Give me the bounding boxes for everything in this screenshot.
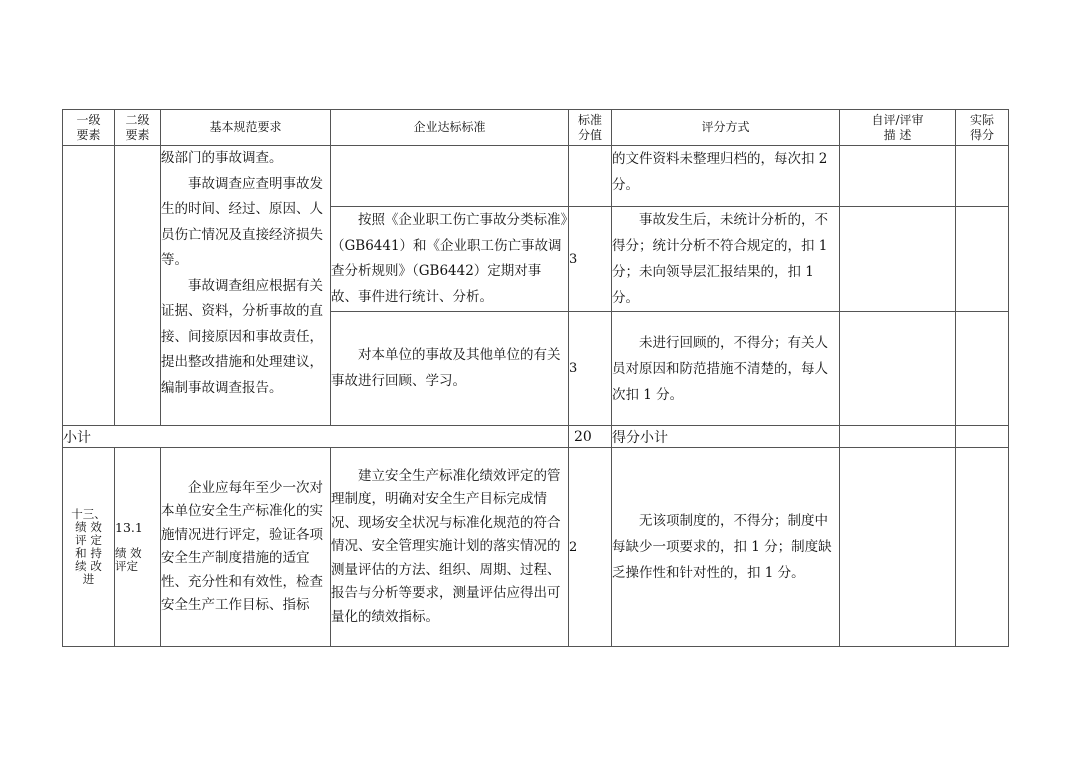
header-level2: 二级 要素 (115, 110, 161, 146)
subtotal-row (63, 426, 1009, 448)
actual-score-cell (956, 146, 1009, 207)
level2-element (115, 448, 161, 647)
actual-score-cell (956, 448, 1009, 647)
standard-cell (331, 146, 569, 207)
header-level1: 一级 要素 (63, 110, 115, 146)
actual-score-cell (956, 426, 1009, 448)
self-eval-cell (840, 207, 956, 312)
header-score: 标准 分值 (569, 110, 612, 146)
score-cell (569, 146, 612, 207)
subtotal-label: 小计 (63, 426, 569, 448)
level2-cell-empty (115, 146, 161, 426)
score-cell: 3 (569, 207, 612, 312)
method-cell: 无该项制度的，不得分；制度中每缺少一项要求的，扣 1 分；制度缺乏操作性和针对性的，扣 1 分。 (612, 448, 840, 647)
header-row (63, 110, 1009, 146)
self-eval-cell (840, 312, 956, 426)
header-standard: 企业达标标准 (331, 110, 569, 146)
requirement-cell: 企业应每年至少一次对本单位安全生产标准化的实施情况进行评定，验证各项安全生产制度措施的适宜性、充分性和有效性，检查安全生产工作目标、指标 (161, 448, 331, 647)
method-cell: 的文件资料未整理归档的，每次扣 2 分。 (612, 146, 840, 207)
level1-element: 十三、 绩 效 评 定 和 持 续 改 进 (63, 448, 115, 647)
subtotal-method: 得分小计 (612, 426, 840, 448)
header-method: 评分方式 (612, 110, 840, 146)
method-cell: 未进行回顾的，不得分；有关人员对原因和防范措施不清楚的，每人次扣 1 分。 (612, 312, 840, 426)
method-cell: 事故发生后，未统计分析的，不得分；统计分析不符合规定的，扣 1 分；未向领导层汇报结果的，扣 1 分。 (612, 207, 840, 312)
self-eval-cell (840, 146, 956, 207)
subtotal-score: 20 (569, 426, 612, 448)
header-requirement: 基本规范要求 (161, 110, 331, 146)
standard-cell: 按照《企业职工伤亡事故分类标准》（GB6441）和《企业职工伤亡事故调查分析规则》（GB6442）定期对事故、事件进行统计、分析。 (331, 207, 569, 312)
level2-number: 13.1 (115, 520, 143, 535)
level1-cell-empty (63, 146, 115, 426)
standard-cell: 建立安全生产标准化绩效评定的管理制度，明确对安全生产目标完成情况、现场安全状况与标准化规范的符合情况、安全管理实施计划的落实情况的测量评估的方法、组织、周期、过程、报告与分析等要求，测量评估应得出可量化的绩效指标。 (331, 448, 569, 647)
standard-cell: 对本单位的事故及其他单位的有关事故进行回顾、学习。 (331, 312, 569, 426)
table-row (63, 146, 1009, 207)
self-eval-cell (840, 448, 956, 647)
header-actual-score: 实际 得分 (956, 110, 1009, 146)
requirement-cell: 级部门的事故调查。 事故调查应查明事故发生的时间、经过、原因、人员伤亡情况及直接经济损失等。 事故调查组应根据有关证据、资料，分析事故的直接、间接原因和事故责任，提出整改措施和处理建议，编制事故调查报告。 (161, 146, 331, 426)
self-eval-cell (840, 426, 956, 448)
level2-title: 绩 效 评定 (115, 546, 142, 573)
score-cell: 2 (569, 448, 612, 647)
actual-score-cell (956, 312, 1009, 426)
table-row (63, 448, 1009, 647)
actual-score-cell (956, 207, 1009, 312)
score-cell: 3 (569, 312, 612, 426)
standards-table (62, 109, 1009, 647)
header-self-eval: 自评/评审 描 述 (840, 110, 956, 146)
